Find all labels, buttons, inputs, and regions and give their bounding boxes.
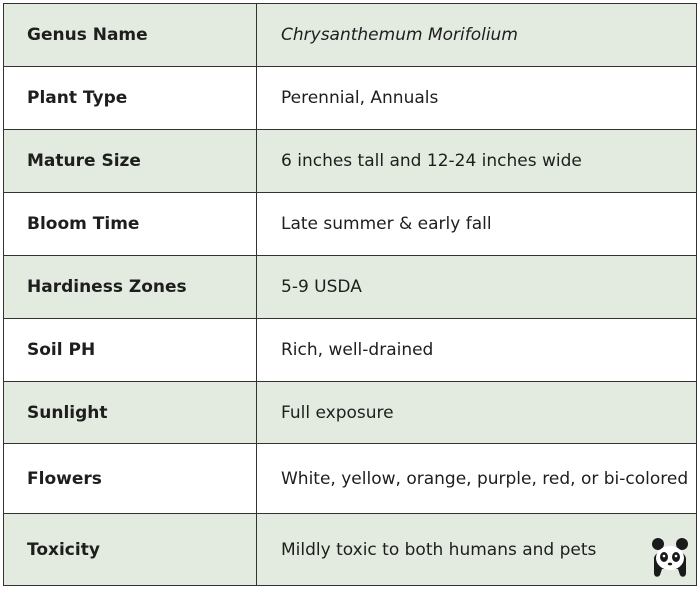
panda-icon — [650, 535, 690, 579]
row-value: Full exposure — [281, 402, 394, 423]
table-row — [4, 444, 696, 514]
row-label: Plant Type — [4, 67, 257, 129]
row-label: Soil PH — [4, 319, 257, 381]
table-row — [4, 130, 696, 193]
plant-info-table — [3, 3, 697, 586]
table-row — [4, 67, 696, 130]
row-label: Toxicity — [4, 514, 257, 585]
table-row — [4, 514, 696, 585]
row-value: Late summer & early fall — [281, 214, 492, 234]
table-row — [4, 193, 696, 256]
row-value: White, yellow, orange, purple, red, or bi-colored — [281, 468, 689, 489]
table-row — [4, 382, 696, 444]
row-label: Hardiness Zones — [4, 256, 257, 318]
row-value: Mildly toxic to both humans and pets — [281, 539, 597, 560]
row-value: 6 inches tall and 12-24 inches wide — [281, 151, 582, 171]
table-row — [4, 4, 696, 67]
row-label: Bloom Time — [4, 193, 257, 255]
row-label: Sunlight — [4, 382, 257, 443]
row-label: Flowers — [4, 444, 257, 513]
row-value: Chrysanthemum Morifolium — [281, 25, 518, 45]
table-row — [4, 319, 696, 382]
row-label: Genus Name — [4, 4, 257, 66]
row-value: Rich, well-drained — [281, 340, 434, 360]
row-label: Mature Size — [4, 130, 257, 192]
row-value: 5-9 USDA — [281, 277, 362, 297]
row-value: Perennial, Annuals — [281, 88, 439, 108]
table-row — [4, 256, 696, 319]
